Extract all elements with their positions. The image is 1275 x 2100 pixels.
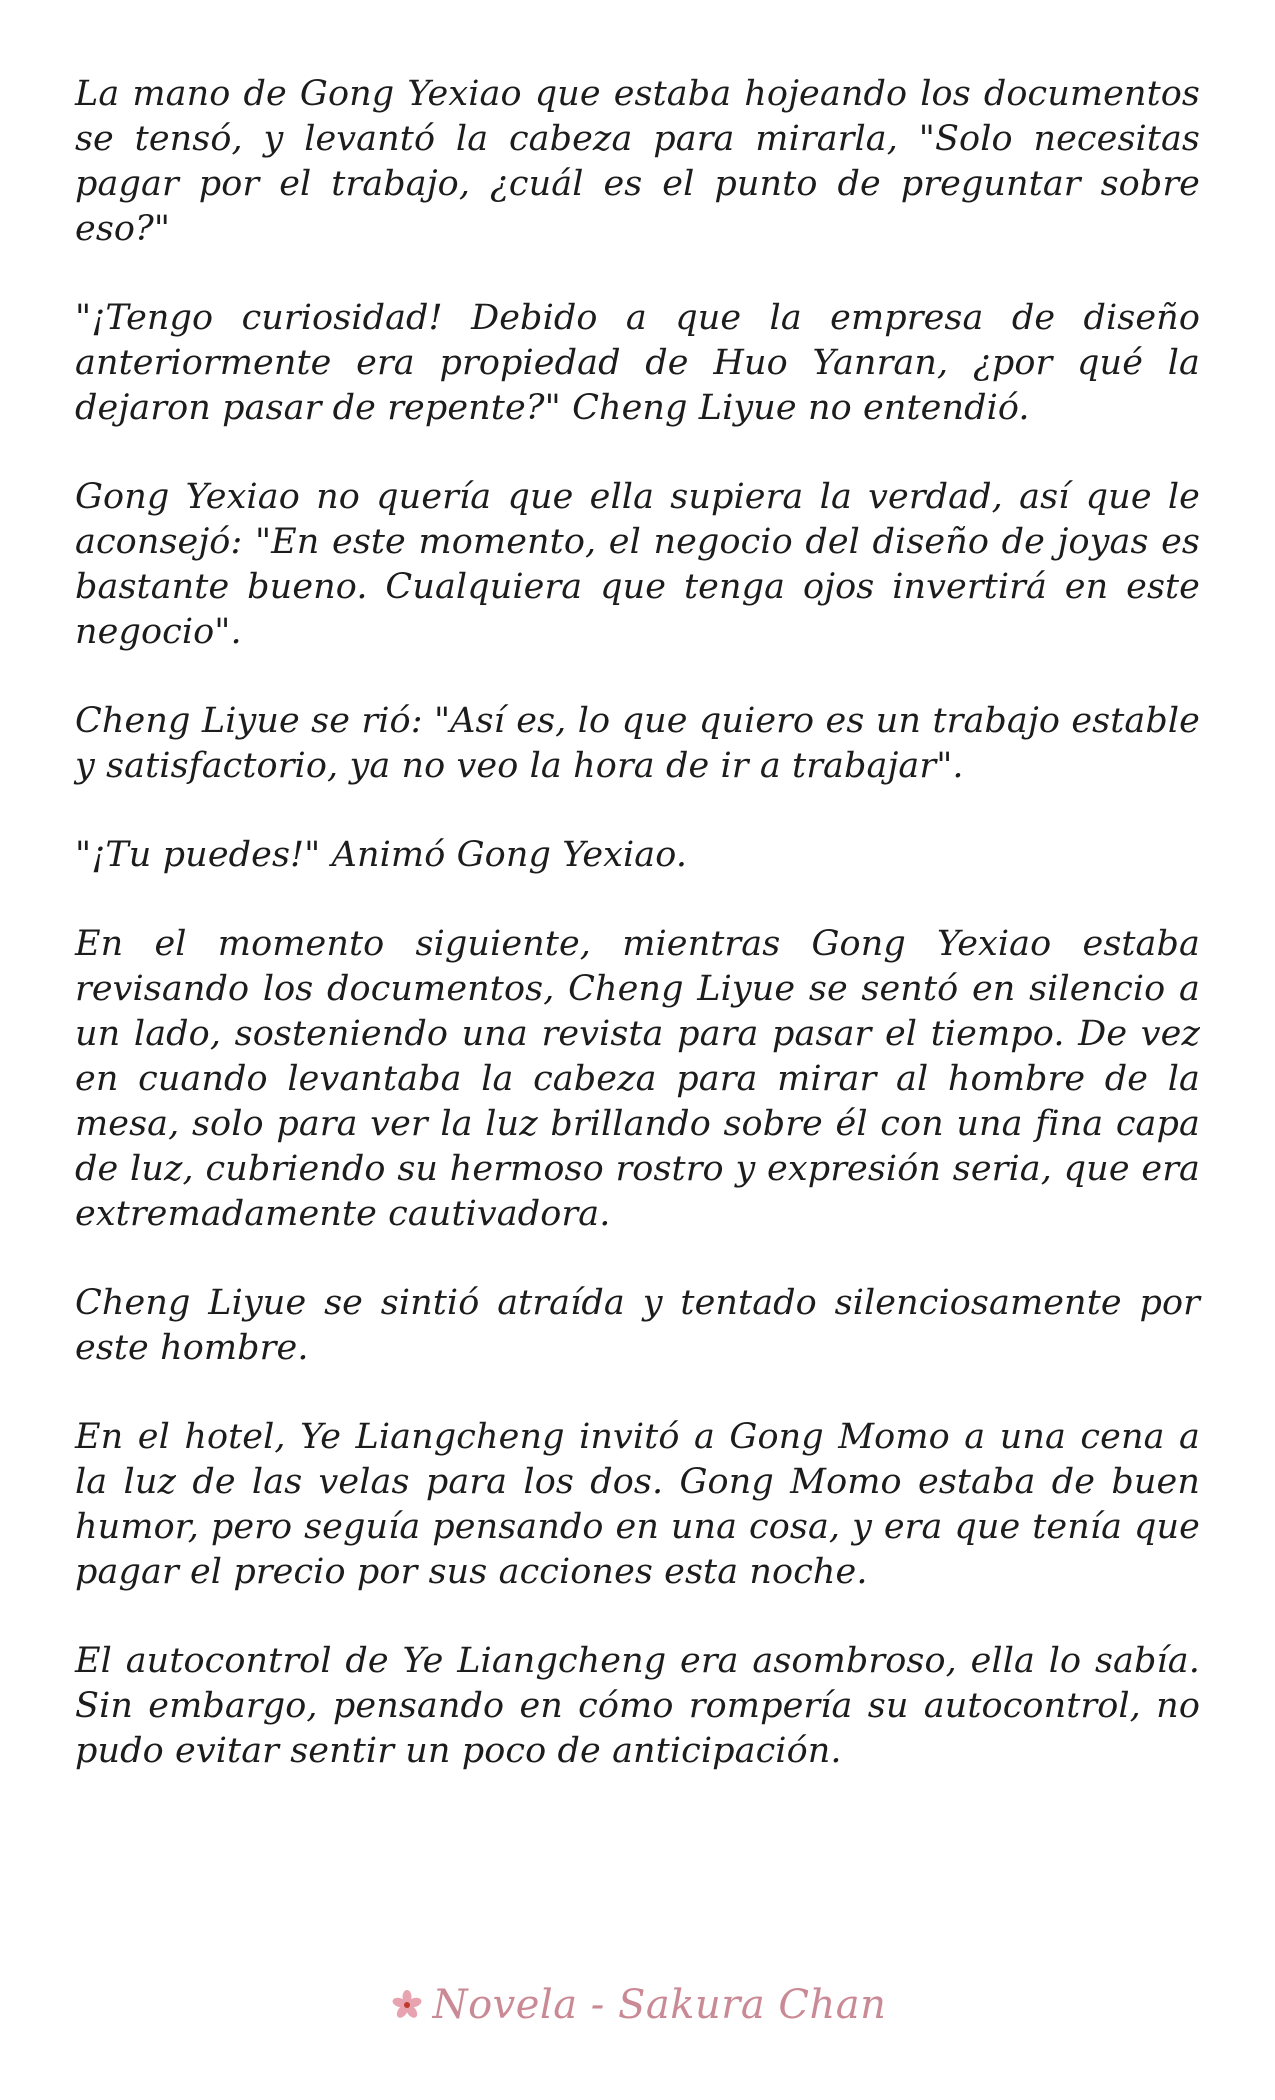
paragraph: La mano de Gong Yexiao que estaba hojeando los documentos se tensó, y levantó la cabeza para mirarla, "Solo necesitas pagar por el trabajo, ¿cuál es el punto de preguntar sobre eso?" bbox=[75, 74, 1200, 249]
paragraph: "¡Tengo curiosidad! Debido a que la empresa de diseño anteriormente era propiedad de Huo Yanran, ¿por qué la dejaron pasar de repente?" Cheng Liyue no entendió. bbox=[75, 298, 1200, 428]
paragraph: En el momento siguiente, mientras Gong Yexiao estaba revisando los documentos, Cheng Liyue se sentó en silencio a un lado, sosteniendo una revista para pasar el tiempo. De vez en cuando levantaba la cabeza para mirar al hombre de la mesa, solo para ver la luz brillando sobre él con una fina capa de luz, cubriendo su hermoso rostro y expresión seria, que era extremadamente cautivadora. bbox=[75, 924, 1200, 1234]
watermark bbox=[389, 1982, 887, 2028]
paragraph: Cheng Liyue se sintió atraída y tentado silenciosamente por este hombre. bbox=[75, 1283, 1200, 1368]
watermark-text: Novela - Sakura Chan bbox=[432, 1982, 887, 2028]
paragraph: "¡Tu puedes!" Animó Gong Yexiao. bbox=[75, 835, 688, 875]
paragraph: Gong Yexiao no quería que ella supiera la verdad, así que le aconsejó: "En este momento, el negocio del diseño de joyas es bastante bueno. Cualquiera que tenga ojos invertirá en este negocio". bbox=[75, 477, 1200, 652]
paragraph: El autocontrol de Ye Liangcheng era asombroso, ella lo sabía. Sin embargo, pensando en cómo rompería su autocontrol, no pudo evitar sentir un poco de anticipación. bbox=[75, 1641, 1200, 1771]
sakura-flower-icon bbox=[389, 1987, 425, 2023]
paragraph: Cheng Liyue se rió: "Así es, lo que quiero es un trabajo estable y satisfactorio, ya no veo la hora de ir a trabajar". bbox=[75, 701, 1200, 786]
document-body bbox=[75, 72, 1200, 1774]
watermark-footer bbox=[0, 1975, 1275, 2035]
paragraph: En el hotel, Ye Liangcheng invitó a Gong Momo a una cena a la luz de las velas para los dos. Gong Momo estaba de buen humor, pero seguía pensando en una cosa, y era que tenía que pagar el precio por sus acciones esta noche. bbox=[75, 1417, 1200, 1592]
